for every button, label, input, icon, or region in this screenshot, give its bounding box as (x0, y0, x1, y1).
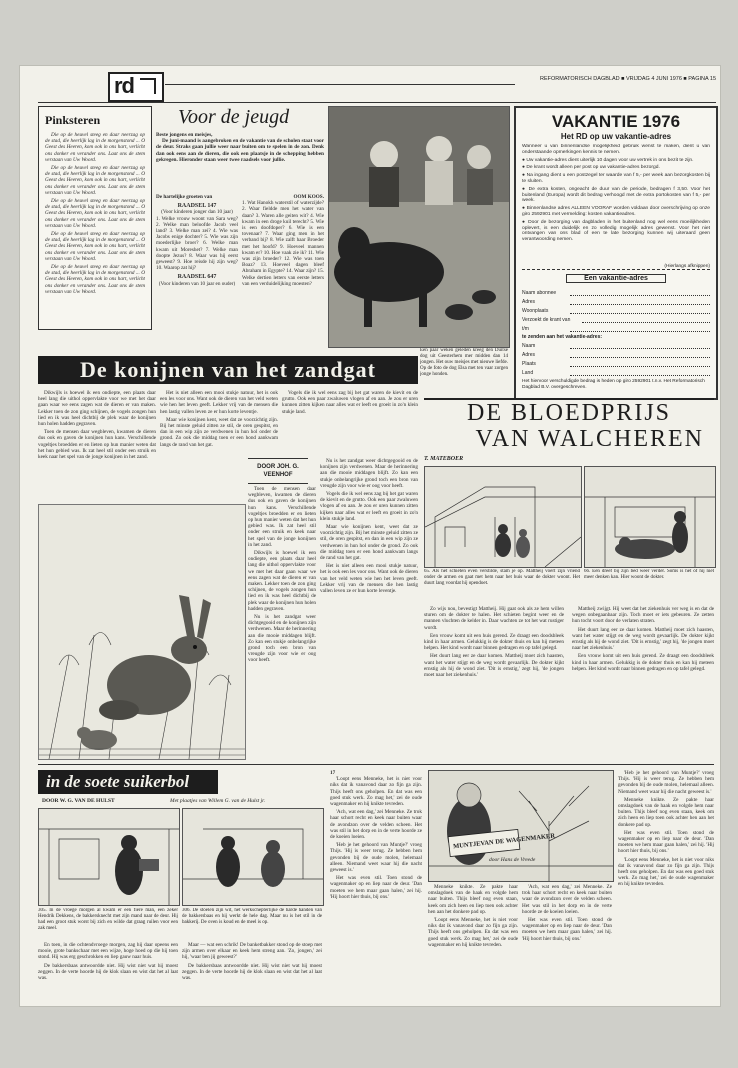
top-rule (38, 102, 716, 103)
vakantie-bullet-2: ● De krant wordt alleen per post op uw vakantie-adres bezorgd. (522, 165, 660, 171)
bloedprijs-text-4: Mattheij zwijgt. Hij weet dat het ziekenhuis ver weg is en dat de wegen onbegaanbaar zijn. Toch moet er iets gebeuren. Ze zetten hun tocht voort door de verlaten straten. (572, 606, 714, 625)
bullet-text-6: Door de bezorging van dagbladen in het buitenland nog wel eens moeilijkheden oplevert, is een duidelijk en zo volledig mogelijk adres gewenst. Voor het niet ontvangen van ons blad of een te late bezorging kunnen wij uiteraard geen verantwoording nemen. (522, 219, 710, 243)
vakantie-bullet-6: ● Door de bezorging van dagbladen in het buitenland nog wel eens moeilijkheden oplevert, is een duidelijk en zo volledig mogelijk adres gewenst. Voor het niet ontvangen van ons blad of een te late bezorging kunnen wij uiteraard geen verantwoording nemen. (522, 219, 710, 243)
bloedprijs-title-1: DE BLOEDPRIJS (424, 398, 714, 426)
raadsel1-title: RAADSEL 147 (177, 203, 217, 210)
muntjevan-col-4 (618, 770, 714, 1002)
pinksteren-title: Pinksteren (45, 113, 101, 127)
vakantie-form (522, 287, 710, 390)
bloedprijs-header (424, 398, 714, 454)
vakantie-box (514, 106, 718, 400)
konijnen-text-6c: Maar wie konijnen kent, weet dat ze voorzichtig zijn. Bij het minste geluid zitten ze stil, de oren gespitst, en dan in een wip zijn ze verdwenen in hun hol onder de grond. Zo ook die middag toen er een hond aankwam langs de rand van het gat. (320, 524, 418, 562)
dog-photo-caption: Een paar weken geleden kreeg den Duitse dog uit Geesterhem mer midden dan 14 jongen. Het ouw meisjes met nieuwe liefde. Op de foto de dog Elsa met ten vaar zorgen jonge honden. (420, 348, 508, 377)
muntjevan-illustration (428, 770, 614, 882)
field-label: Verzoekt de krant van (522, 317, 571, 323)
field-line[interactable] (570, 348, 710, 349)
jeugd-intro (156, 132, 324, 190)
suikerbol-drawing-1 (39, 809, 179, 905)
dog-photo (328, 106, 510, 348)
muntjevan-banner-byline: door Hans de Vreede (489, 857, 536, 863)
suikerbol-col-2 (182, 942, 322, 1002)
muntjevan-text-8: Het was even stil. Toen stond de wagenmaker op en liep naar de deur. 'Dan moeten we hem maar gaan halen,' zei hij. 'Hij hoort hier thuis, bij ons.' (522, 917, 612, 942)
konijnen-text-6b: Vogels die ik wel eens zag bij het gat waren de kievit en de grutto. Ook een paar zwaluwen vlogen af en aan. Je zou er uren kunnen zitten kijken naar alles wat er leeft en groeit in zo'n klein stukje land. (320, 491, 418, 522)
field-label: t/m (522, 326, 529, 332)
bloedprijs-strip-2 (584, 466, 716, 568)
konijnen-text-4: Maar wie konijnen kent, weet dat ze voorzichtig zijn. Bij het minste geluid zitten ze stil, de oren gespitst, en dan in een wip zijn ze verdwenen in hun hol onder de grond. Zo ook die middag toen er een hond aankwam langs de rand van het gat. (160, 416, 278, 448)
field-row[interactable] (522, 323, 710, 332)
konijnen-text-7b: Dikwijls is hoewel ik een ondiepte, een plaats daar heel lang die uithol oppervlakte voor we met het daar gaan waar we eens zagen wat de dieren er van maken. Lekker toen de zon ging schijnen, de vogels zongen hun lied en ik was heel dichtbij de plek waar de konijnen hun holen hadden gegraven. (248, 550, 316, 612)
jeugd-left (156, 194, 238, 378)
field-line[interactable] (570, 331, 710, 332)
section-rule (38, 764, 714, 765)
jeugd-right (242, 194, 324, 378)
konijnen-text-6d: Het is niet alleen een mooi stukje natuur, het is ook een les voor ons. Want ook de dieren van het veld weten wie hen het leven geeft. Lekker vrij van de mensen die hen lastig vallen leven ze er hun korte leventje. (320, 563, 418, 595)
form-title: Een vakantie-adres (566, 274, 666, 283)
muntjevan-col-2 (428, 884, 518, 1002)
muntjevan-text-2: 'Ach, wat een dag,' zei Menneke. Ze trok haar schort recht en keek naar buiten waar de avondzon over de velden scheen. Het was stil in het dorp en in de verte hoorde ze de koeien loeien. (330, 809, 422, 841)
bloedprijs-text-5: Het duurt lang eer ze daar komen. Mattheij moet zich haasten, want het water stijgt en de weg wordt gevaarlijk. De dokter kijkt ernstig als hij de wond ziet. 'Dit is ernstig,' zegt hij, 'de jongen moet naar het ziekenhuis.' (572, 626, 714, 652)
suikerbol-caption-2: 306. De stoelen zijn wit, het werkschepterlijke de harde handen van de bakkersbaas en hij werkt de hele dag. Maar nu is het stil in de bakkerij. De oven is koud en de meel is op. (182, 908, 322, 925)
konijnen-text-7c: Nu is het zandgat weer dichtgegooid en de konijnen zijn verdwenen. Maar de herinnering aan die mooie middagen blijft. Zo kan een stukje onbelangrijke grond toch een bron van vreugde zijn voor wie er oog voor heeft. (248, 614, 316, 664)
field-row[interactable] (522, 305, 710, 314)
vakantie-bullet-1: ● Uw vakantie-adres dient uiterlijk 10 dagen voor uw vertrek in ons bezit te zijn. (522, 157, 694, 163)
suikerbol-caption-1: 305. In de vroege morgen al kwam er een fiere man, een zeker Hendrik Dekkens, de bakkersknecht met zijn mand naar de deur. Hij had een groot stuk worst bij zich en wilde dat graag ruilen voor een zak meel. (38, 908, 178, 931)
jeugd-title: Voor de jeugd (178, 106, 290, 128)
bullet-text-4: De extra kosten, ongeacht de duur van de periode, bedragen f 3,50. Voor het buitenland (Europa) wordt dit bedrag verhoogd met de extra portokosten van f 5,- per week. (522, 186, 710, 204)
logo-text: rd (114, 73, 134, 98)
suikerbol-text-1: En toen, in die ochtendvroege morgen, zag hij daar opeens een mooie, grote bankschaar met een wijze, hoge hoed op die hij toen stond. Hij was erg geschrokken en liep gauw naar huis. (38, 942, 178, 961)
field-label: Naam abonnee (522, 290, 557, 296)
vakantie-footer: Het hiervoor verschuldigde bedrag is heden op giro 2592901 t.n.v. Het Reformatorisch Dagblad B.V. overgeschreven. (522, 379, 705, 390)
konijnen-text-2: Toen de mensen daar wegbleven, kwamen de dieren dus ook en gaven de konijnen hun kans. Verschillende vogeltjes broedden er en lieten op hun manier weten dat het hun gebied was. Ik zat heel stil onder een struik en keek naar het spel van de jonge konijnen in het zand. (38, 429, 156, 461)
konijnen-col-3 (282, 390, 418, 456)
bullet-text-5: Binnenlandse adres ALLEEN VOORAF worden voldaan door overschrijving op onze giro 2592901 met vermelding: kosten vakantieadres. (522, 206, 710, 217)
bloedprijs-caption-2: 66. Een dreef bij zijn bed weer verder. Soms is het of hij niet meer denken kan. Hier woont de dokter. (584, 569, 714, 580)
konijnen-text-3: Het is niet alleen een mooi stukje natuur, het is ook een les voor ons. Want ook de dieren van het veld weten wie hen het leven geeft. Lekker vrij van de mensen die hen lastig vallen leven ze er hun korte leventje. (160, 390, 278, 415)
bloedprijs-col-1 (424, 606, 564, 758)
suikerbol-col-1 (38, 942, 178, 1002)
newspaper-page (20, 66, 720, 1006)
field-line[interactable] (570, 313, 710, 314)
suikerbol-drawing-2 (183, 809, 323, 905)
raadsel1-items: 1. Welke vrouw woont van Sara weg? 2. Welke man beloofde Jacob veel land? 3. Welke man zei? 4. Wie was Jacobs enige dochter? 5. Wie was zijn moederlijke broer? 6. Welke man kwam uit Moreshet? 7. Welke man doopte Jezus? 8. Waar was hij eerst geweest? 9. Hoe reisde hij zijn weg? 10. Waarop zat hij? (156, 215, 238, 272)
konijnen-col-1 (38, 390, 156, 500)
konijnen-text-7: Toen de mensen daar wegbleven, kwamen de dieren dus ook en gaven de konijnen hun kans. Verschillende vogeltjes broedden er en lieten op hun manier weten dat het hun gebied was. Ik zat heel stil onder een struik en keek naar het spel van de jonge konijnen in het zand. (248, 486, 316, 548)
muntjevan-text-6: 'Loopt eens Menneke, het is niet voor niks dat ik vanavond daar zo fijn ga zijn. Thijs heeft ons geholpen. En dat was een goed stuk werk. Zo mag het,' zei de oude wagenmaker en hij knikte tevreden. (428, 917, 518, 948)
masthead-rule (165, 84, 515, 85)
konijnen-byline-box (248, 458, 308, 484)
bullet-text-2: De krant wordt alleen per post op uw vakantie-adres bezorgd. (526, 165, 660, 171)
muntjevan-text-4: Het was even stil. Toen stond de wagenmaker op en liep naar de deur. 'Dan moeten we hem maar gaan halen,' zei hij. 'Hij hoort hier thuis, bij ons.' (330, 875, 422, 900)
muntjevan-text-3: 'Heb je het gehoord van Muntje?' vroeg Thijs. 'Hij is weer terug. Ze hebben hem gevonden bij de oude molen, helemaal alleen. Niemand weet waar hij die nacht geweest is.' (330, 842, 422, 874)
jeugd-greeting: Beste jongens en meisjes, (156, 132, 213, 138)
oplossingen: De hartelijke groeten van (156, 194, 213, 200)
field-line[interactable] (582, 322, 710, 323)
pinksteren-poem (45, 132, 145, 332)
konijnen-text-5: Vogels die ik wel eens zag bij het gat waren de kievit en de grutto. Ook een paar zwaluwen vlogen af en aan. Je zou er uren kunnen zitten kijken naar alles wat er leeft en groeit in zo'n klein stukje land. (282, 390, 418, 415)
jeugd-intro-text: De juni-maand is aangebroken en de vakantie van de scholen staat voor de deur. Straks gaan jullie weer naar buiten om te spelen in de zon. Denk dan ook eens aan de dieren, die ook een plaatsje in de schepping hebben gekregen. Hieronder staan weer twee raadsels voor jullie. (156, 138, 324, 163)
pinksteren-box (38, 106, 152, 330)
suikerbol-text-2: Maar — wat een schrik! De banketbakker stond op de stoep met zijn armen over elkaar en keek hem streng aan. 'Zo, jongen,' zei hij, 'waar ben jij geweest?' (182, 942, 322, 961)
muntjevan-banner-text: MUNTJEVAN DE WAGENMAKER (452, 832, 556, 851)
konijnen-col-5 (248, 486, 316, 758)
poem-text-4: Die op de heuvel steeg en daar neerzag op de stad, die heerlijk lag in de morgenstond ... O Geest des Heeren, kom ook in ons hart, verlicht ons donker en verander ons. Laat ons de stem verstaan van Uw Woord. (45, 231, 145, 262)
poem-text-5: Die op de heuvel steeg en daar neerzag op de stad, die heerlijk lag in de morgenstond ... O Geest des Heeren, kom ook in ons hart, verlicht ons donker en verander ons. Laat ons de stem verstaan van Uw Woord. (45, 264, 145, 295)
poem-text: Die op de heuvel steeg en daar neerzag op de stad, die heerlijk lag in de morgenstond ... O Geest des Heeren, kom ook in ons hart, verlicht ons donker en verander ons. Laat ons de stem verstaan van Uw Woord. (45, 132, 145, 163)
field-row[interactable] (522, 340, 710, 349)
suikerbol-strip-1 (38, 808, 180, 906)
vakantie-bullet-5: ● Binnenlandse adres ALLEEN VOORAF worden voldaan door overschrijving op onze giro 2592901 met vermelding: kosten vakantieadres. (522, 206, 710, 217)
dog-photo-image (329, 107, 509, 347)
suikerbol-banner (38, 770, 218, 794)
field-line[interactable] (570, 357, 710, 358)
muntjevan-col-1 (330, 770, 422, 1002)
field-line[interactable] (570, 375, 710, 376)
bloedprijs-title-2: VAN WALCHEREN (475, 426, 704, 452)
muntjevan-drawing (429, 771, 613, 881)
vakantie-subtitle: Het RD op uw vakantie-adres (560, 132, 672, 141)
rabbit-illustration (39, 505, 245, 759)
konijnen-text-6: Nu is het zandgat weer dichtgegooid en de konijnen zijn verdwenen. Maar de herinnering aan die mooie middagen blijft. Zo kan een stukje onbelangrijke grond toch een bron van vreugde zijn voor wie er oog voor heeft. (320, 458, 418, 489)
field-line[interactable] (570, 304, 710, 305)
bloedprijs-text-6: Een vrouw komt uit een huis gerend. Ze draagt een doodsbleek kind in haar armen. Gelukkig is de dokter thuis en kan hij meteen helpen. Het kind wordt naar binnen gedragen en op tafel gelegd. (572, 653, 714, 672)
vakantie-adres-label: te zenden aan het vakantie-adres: (522, 334, 603, 340)
field-row[interactable] (522, 314, 710, 323)
poem-text-3: Die op de heuvel steeg en daar neerzag op de stad, die heerlijk lag in de morgenstond ... O Geest des Heeren, kom ook in ons hart, verlicht ons donker en verander ons. Laat ons de stem verstaan van Uw Woord. (45, 198, 145, 229)
konijnen-title: De konijnen van het zandgat (80, 357, 376, 382)
bloedprijs-text-1: Zo wijs nou, bevestigt Mattheij. Hij gaat ook als ze hem willen sturen om de dokter te halen. Het schieten begint weer en de mannen vluchten de kelder in. Daar wachten ze tot het wat rustiger wordt. (424, 606, 564, 631)
logo (108, 72, 164, 102)
field-label: Land (522, 370, 534, 376)
bloedprijs-drawing-2 (585, 467, 715, 567)
field-row[interactable] (522, 358, 710, 367)
vakantie-title: VAKANTIE 1976 (551, 112, 681, 131)
field-row[interactable] (522, 367, 710, 376)
bullet-text-3: Na ingang dient u een postzegel ter waarde van f 5,- per week aan bezorgkosten bij te sluiten. (522, 173, 710, 184)
vakantie-bullet-3: ● Na ingang dient u een postzegel ter waarde van f 5,- per week aan bezorgkosten bij te sluiten. (522, 173, 710, 184)
bloedprijs-author: T. MATEBOER (424, 456, 464, 462)
suikerbol-strip-2 (182, 808, 324, 906)
bloedprijs-strip-1 (424, 466, 582, 568)
bloedprijs-text-3: Het duurt lang eer ze daar komen. Mattheij moet zich haasten, want het water stijgt en de weg wordt gevaarlijk. De dokter kijkt ernstig als hij de wond ziet. 'Dit is ernstig,' zegt hij, 'de jongen moet naar het ziekenhuis.' (424, 653, 564, 679)
muntjevan-text-12: 'Loopt eens Menneke, het is niet voor niks dat ik vanavond daar zo fijn ga zijn. Thijs heeft ons geholpen. En dat was een goed stuk werk. Zo mag het,' zei de oude wagenmaker en hij knikte tevreden. (618, 856, 714, 888)
muntjevan-text-1: 'Loopt eens Menneke, het is niet voor niks dat ik vanavond daar zo fijn ga zijn. Thijs heeft ons geholpen. En dat was een goed stuk werk. Zo mag het,' zei de oude wagenmaker en hij knikte tevreden. (330, 776, 422, 808)
rabbit-drawing (38, 504, 246, 760)
muntjevan-text-5: Menneke knikte. Ze pakte haar omslagdoek van de haak en volgde hem naar buiten. Thijs bleef nog even staan, keek om zich heen en liep toen ook achter hen aan het donkere pad op. (428, 884, 518, 915)
suikerbol-byline: DOOR W. G. VAN DE HULST (42, 798, 115, 804)
raadsel2-sub: (Voor kinderen van 10 jaar en ouder) (158, 280, 236, 287)
field-label: Woonplaats (522, 308, 549, 314)
konijnen-banner (38, 356, 418, 384)
field-label: Naam (522, 343, 536, 349)
muntjevan-text-7: 'Ach, wat een dag,' zei Menneke. Ze trok haar schort recht en keek naar buiten waar de avondzon over de velden scheen. Het was stil in het dorp en in de verte hoorde ze de koeien loeien. (522, 884, 612, 915)
field-row[interactable] (522, 287, 710, 296)
konijnen-byline: DOOR JOH. G. VEENHOF (257, 464, 299, 478)
bloedprijs-caption-1: 65. Als het schieten even verstilde, stam je op. Mattheij voert zijn vriend onder de armen en gaat met hem naar het huis waar de dokter woont. Het duurt lang voordat hij opendoet. (424, 569, 580, 586)
field-line[interactable] (570, 366, 710, 367)
konijnen-col-4 (320, 458, 418, 758)
bloedprijs-drawing-1 (425, 467, 581, 567)
jeugd-section (156, 106, 324, 378)
raadsel1-sub: (Voor kinderen jonger dan 10 jaar) (161, 209, 233, 216)
muntjevan-text-9: 'Heb je het gehoord van Muntje?' vroeg Thijs. 'Hij is weer terug. Ze hebben hem gevonden bij de oude molen, helemaal alleen. Niemand weet waar hij die nacht geweest is.' (618, 770, 714, 795)
bloedprijs-col-2 (572, 606, 714, 758)
chapter-number: 17 (330, 770, 336, 776)
muntjevan-col-3 (522, 884, 612, 1002)
logo-cross (140, 78, 156, 94)
dateline: REFORMATORISCH DAGBLAD ■ VRIJDAG 4 JUNI 1976 ■ PAGINA 15 (540, 76, 716, 82)
konijnen-text-1: Dikwijls is hoewel ik een ondiepte, een plaats daar heel lang die uithol oppervlakte voor we met het daar gaan waar we eens zagen wat de dieren er van maken. Lekker toen de zon ging schijnen, de vogels zongen hun lied en ik was heel dichtbij de plek waar de konijnen hun holen hadden gegraven. (38, 390, 156, 428)
vakantie-body (522, 144, 710, 262)
poem-text-2: Die op de heuvel steeg en daar neerzag op de stad, die heerlijk lag in de morgenstond ... O Geest des Heeren, kom ook in ons hart, verlicht ons donker en verander ons. Laat ons de stem verstaan van Uw Woord. (45, 165, 145, 196)
raadsel2-title: RAADSEL 647 (177, 274, 217, 281)
suikerbol-illustrator: Met plaatjes van Willem G. van de Hulst jr. (170, 798, 266, 804)
raadsel2-items: 1. Wat Hanokh waterstil of waterzijde? 2. Waar fieldde men het water van daan? 3. Waren alle geiten wit? 4. Wie kwam in een droge kuil terecht? 5. Wie is een doofdoper? 6. Wie is een tovenaar? 7. Waar ging men in het verband bij? 8. Wie zalft haar Broeder met het hoofd? 9. Hoeveel mannen kwam er? 10. Hoe vaak zie ik? 11. Wie was zijn broeder? 12. Wie was toen Boaz? 13. Hoeveel dagen bleef Abraham in Egypte? 14. Waar zijn? 15. Welke dertien letters van eerste letters van een verduidelijking moesten? (242, 200, 324, 287)
field-line[interactable] (570, 295, 710, 296)
field-label: Adres (522, 352, 536, 358)
suikerbol-text-1b: De bakkersbaas antwoordde niet. Hij wist niet wat hij moest zeggen. In de verte hoorde hij de klok slaan en wist dat het al laat was. (38, 962, 178, 982)
muntjevan-text-10: Menneke knikte. Ze pakte haar omslagdoek van de haak en volgde hem naar buiten. Thijs bleef nog even staan, keek om zich heen en liep toen ook achter hen aan het donkere pad op. (618, 796, 714, 828)
suikerbol-text-3: De bakkersbaas antwoordde niet. Hij wist niet wat hij moest zeggen. In de verte hoorde hij de klok slaan en wist dat het al laat was. (182, 962, 322, 982)
vakantie-bullet-4: ● De extra kosten, ongeacht de duur van de periode, bedragen f 3,50. Voor het buitenland (Europa) wordt dit bedrag verhoogd met de extra portokosten van f 5,- per week. (522, 186, 710, 204)
bloedprijs-text-2: Een vrouw komt uit een huis gerend. Ze draagt een doodsbleek kind in haar armen. Gelukkig is de dokter thuis en kan hij meteen helpen. Het kind wordt naar binnen gedragen en op tafel gelegd. (424, 632, 564, 652)
field-label: Plaats (522, 361, 536, 367)
vakantie-intro: Wanneer u van binnenlandse mogelijkheid gebruik wenst te maken, dient u van onderstaande opmerkingen kennis te nemen. (522, 144, 710, 155)
field-row[interactable] (522, 349, 710, 358)
jeugd-signature: OOM KOOS. (293, 194, 324, 200)
bullet-text-1: Uw vakantie-adres dient uiterlijk 10 dagen voor uw vertrek in ons bezit te zijn. (526, 157, 694, 163)
muntjevan-text-11: Het was even stil. Toen stond de wagenmaker op en liep naar de deur. 'Dan moeten we hem maar gaan halen,' zei hij. 'Hij hoort hier thuis, bij ons.' (618, 829, 714, 855)
cutline: (Hierlangs afknippen) (522, 264, 710, 270)
suikerbol-title: in de soete suikerbol (46, 772, 190, 791)
field-label: Adres (522, 299, 536, 305)
field-row[interactable] (522, 296, 710, 305)
